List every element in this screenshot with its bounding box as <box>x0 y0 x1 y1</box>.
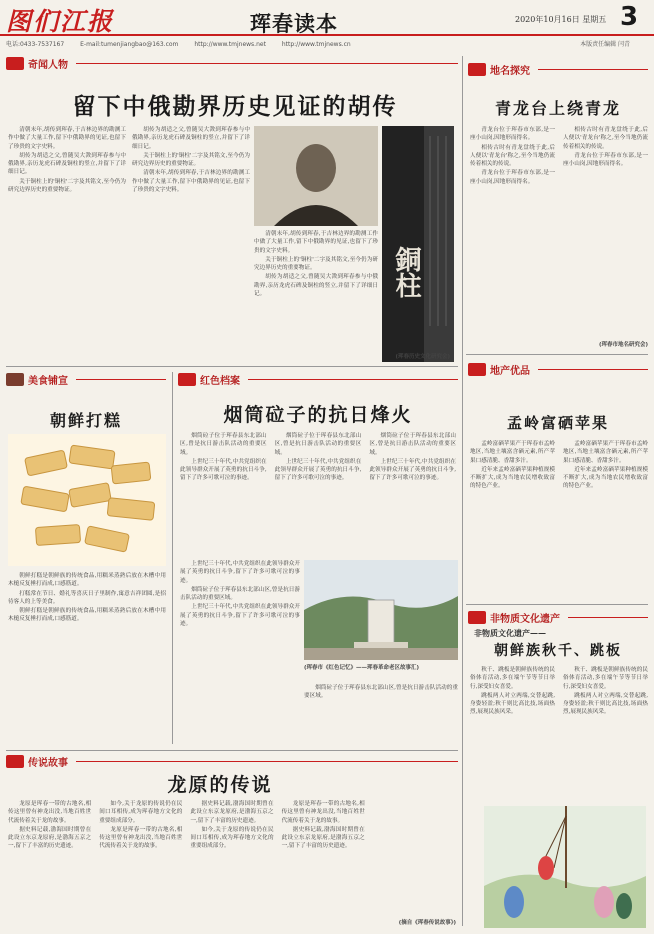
article-source: (摘自《珲春传说故事》) <box>398 920 456 926</box>
monument-image <box>304 560 458 660</box>
headline-huchuan: 留下中俄勘界历史见证的胡传 <box>72 93 398 120</box>
column-tag-diming <box>468 62 648 77</box>
article-body: 上世纪三十年代,中共党组织在此领导群众开展了英勇的抗日斗争,留下了许多可歌可泣的事迹。 烟筒砬子位于珲春县东北部山区,曾是抗日游击队活动的重要区域。 上世纪三十年代,中共党组织在此领导群众开展了英勇的抗日斗争,留下了许多可歌可泣的事迹。 <box>180 561 300 628</box>
column-tag-dichan <box>468 362 648 377</box>
issue-date: 2020年10月16日 星期五 <box>515 15 607 24</box>
article-source: (珲春历史文化研究会) <box>395 354 450 360</box>
pillar-image <box>382 126 454 362</box>
section-divider <box>6 750 458 751</box>
article-body: 烟筒砬子位于珲春县东北部山区,曾是抗日游击队活动的重要区域。 上世纪三十年代,中共党组织在此领导群众开展了英勇的抗日斗争,留下了许多可歌可泣的事迹。 烟筒砬子位于珲春县东北部山区,曾是抗日游击队活动的重要区域。 上世纪三十年代,中共党组织在此领导群众开展了英勇的抗日斗争,留下了许多可歌可泣的事迹。 烟筒砬子位于珲春县东北部山区,曾是抗日游击队活动的重要区域。 上世纪三十年代,中共党组织在此领导群众开展了英勇的抗日斗争,留下了许多可歌可泣的事迹。 <box>180 433 456 482</box>
headline-qinglongtai: 青龙台上绕青龙 <box>494 99 621 118</box>
headline-swing-seesaw: 朝鲜族秋千、跳板 <box>494 643 622 659</box>
tag-rule <box>538 69 648 70</box>
article-body: 孟岭富硒苹果产于珲春市孟岭地区,当地土壤富含硒元素,所产苹果口感清脆、香甜多汁。 近年来孟岭富硒苹果种植规模不断扩大,成为当地农民增收致富的特色产业。 孟岭富硒苹果产于珲春市孟岭地区,当地土壤富含硒元素,所产苹果口感清脆、香甜多汁。 近年来孟岭富硒苹果种植规模不断扩大,成为当地农民增收致富的特色产业。 <box>470 441 648 490</box>
page-number: 3 <box>620 2 639 32</box>
newspaper-logo: 图们江报 <box>6 7 115 36</box>
column-tag-chuanshuo <box>6 754 458 769</box>
article-body: 龙原是珲春一带的古地名,相传这里曾有神龙出没,当地百姓世代流传着关于龙的故事。 据史料记载,渤海国时期曾在此设立东京龙原府,是渤海五京之一,留下了丰富的历史遗迹。 如今,关于龙原的传说仍在民间口耳相传,成为珲春地方文化的重要组成部分。 龙原是珲春一带的古地名,相传这里曾有神龙出没,当地百姓世代流传着关于龙的故事。 据史料记载,渤海国时期曾在此设立东京龙原府,是渤海五京之一,留下了丰富的历史遗迹。 如今,关于龙原的传说仍在民间口耳相传,成为珲春地方文化的重要组成部分。 龙原是珲春一带的古地名,相传这里曾有神龙出没,当地百姓世代流传着关于龙的故事。 据史料记载,渤海国时期曾在此设立东京龙原府,是渤海五京之一,留下了丰富的历史遗迹。 <box>8 801 365 850</box>
article-source: (珲春市地名研究会) <box>598 342 648 348</box>
tag-label: 地名探究 <box>490 66 530 77</box>
section-divider <box>466 354 648 355</box>
column-tag-hongse <box>178 372 458 387</box>
tag-label: 美食铺宣 <box>28 376 68 387</box>
tag-icon <box>468 611 486 624</box>
painting-image <box>484 806 646 928</box>
tag-icon <box>468 363 486 376</box>
tag-icon <box>6 755 24 768</box>
rice-cake-photo <box>8 434 166 566</box>
column-divider <box>172 372 173 744</box>
article-body: 烟筒砬子位于珲春县东北部山区,曾是抗日游击队活动的重要区域。 <box>304 685 458 700</box>
headline-yantonglazi: 烟筒砬子的抗日烽火 <box>223 404 413 426</box>
tag-rule <box>76 63 458 64</box>
article-body: 青龙台位于珲春市东部,是一座小山岗,因地形而得名。 相传古时有青龙盘绕于此,后人便以'青龙台'称之,至今当地仍流传着相关的传说。 青龙台位于珲春市东部,是一座小山岗,因地形而得名。 相传古时有青龙盘绕于此,后人便以'青龙台'称之,至今当地仍流传着相关的传说。 青龙台位于珲春市东部,是一座小山岗,因地形而得名。 <box>470 127 648 185</box>
tag-icon <box>6 57 24 70</box>
swing-painting <box>484 806 646 928</box>
section-divider <box>6 366 458 367</box>
tag-rule <box>76 761 458 762</box>
website-cn[interactable]: http://www.tmjnews.cn <box>281 41 351 48</box>
column-tag-feiyi <box>468 610 648 625</box>
tag-label: 传说故事 <box>28 758 68 769</box>
tag-label: 红色档案 <box>200 376 240 387</box>
pillar-inscription: 銅柱 <box>391 246 421 298</box>
phone: 电话:0433-7537167 <box>6 41 65 48</box>
tag-rule <box>538 369 648 370</box>
headline-rice-cake: 朝鲜打糕 <box>49 411 122 430</box>
cake-image <box>8 434 166 566</box>
website-net[interactable]: http://www.tmjnews.net <box>194 41 266 48</box>
tag-icon <box>6 373 24 386</box>
tag-rule <box>568 617 648 618</box>
tag-label: 非物质文化遗产 <box>490 614 560 625</box>
article-body: 清朝末年,胡传到珲春,于吉林边界的勘测工作中做了大量工作,留下中俄勘界的见证,也留下了珍贵的文字史料。 胡传为胡适之父,曾随吴大澂到珲春参与中俄勘界,亲历龙虎石碑及铜柱的竖立,并留下了详细日记。 关于铜柱上的'铜柱'二字及其铭文,至今仍为研究边界历史的重要物证。 <box>8 127 126 194</box>
headline-longyuan: 龙原的传说 <box>167 774 273 796</box>
info-bar <box>0 34 654 48</box>
tag-rule <box>248 379 458 380</box>
article-body: 胡传为胡适之父,曾随吴大澂到珲春参与中俄勘界,亲历龙虎石碑及铜柱的竖立,并留下了详细日记。 关于铜柱上的'铜柱'二字及其铭文,至今仍为研究边界历史的重要物证。 清朝末年,胡传到珲春,于吉林边界的勘测工作中做了大量工作,留下中俄勘界的见证,也留下了珍贵的文字史料。 <box>132 127 250 194</box>
section-divider <box>466 604 648 605</box>
email[interactable]: E-mail:tumenjiangbao@163.com <box>80 41 179 48</box>
editor-credit: 本版责任编辑 闫青 <box>580 41 630 48</box>
column-tag-qiwen <box>6 56 458 71</box>
article-body: 朝鲜打糕是朝鲜族的传统食品,用糯米蒸熟后放在木槽中用木槌反复捶打而成,口感筋道。 打糕常在节日、婚礼等喜庆日子里制作,寓意吉祥团圆,是招待客人的上等美食。 朝鲜打糕是朝鲜族的传统食品,用糯米蒸熟后放在木槽中用木槌反复捶打而成,口感筋道。 <box>8 573 166 623</box>
portrait-photo <box>254 126 378 226</box>
tag-icon <box>468 63 486 76</box>
memorial-photo <box>304 560 458 660</box>
tag-label: 奇闻人物 <box>28 60 68 71</box>
tag-label: 地产优品 <box>490 366 530 377</box>
bronze-pillar-photo <box>382 126 454 362</box>
article-body: 秋千、跳板是朝鲜族传统的民俗体育活动,多在端午节等节日举行,深受妇女喜爱。 跳板两人对立两端,交替起跳,身姿轻盈;秋千则比高比技,场面热烈,展现民族风采。 秋千、跳板是朝鲜族传统的民俗体育活动,多在端午节等节日举行,深受妇女喜爱。 跳板两人对立两端,交替起跳,身姿轻盈;秋千则比高比技,场面热烈,展现民族风采。 <box>470 667 648 716</box>
article-source: (珲春市《红色记忆》——珲春革命老区故事汇) <box>304 665 420 671</box>
column-tag-meishi <box>6 372 166 387</box>
tag-rule <box>76 379 166 380</box>
headline-mengling-apple: 孟岭富硒苹果 <box>506 414 609 432</box>
subtitle-heritage: 非物质文化遗产—— <box>474 628 546 638</box>
section-title: 珲春读本 <box>250 11 338 36</box>
article-body: 清朝末年,胡传到珲春,于吉林边界的勘测工作中做了大量工作,留下中俄勘界的见证,也留下了珍贵的文字史料。 关于铜柱上的'铜柱'二字及其铭文,至今仍为研究边界历史的重要物证。 胡传为胡适之父,曾随吴大澂到珲春参与中俄勘界,亲历龙虎石碑及铜柱的竖立,并留下了详细日记。 <box>254 231 378 298</box>
tag-icon <box>178 373 196 386</box>
column-divider <box>462 56 463 926</box>
portrait-figure <box>254 126 378 226</box>
